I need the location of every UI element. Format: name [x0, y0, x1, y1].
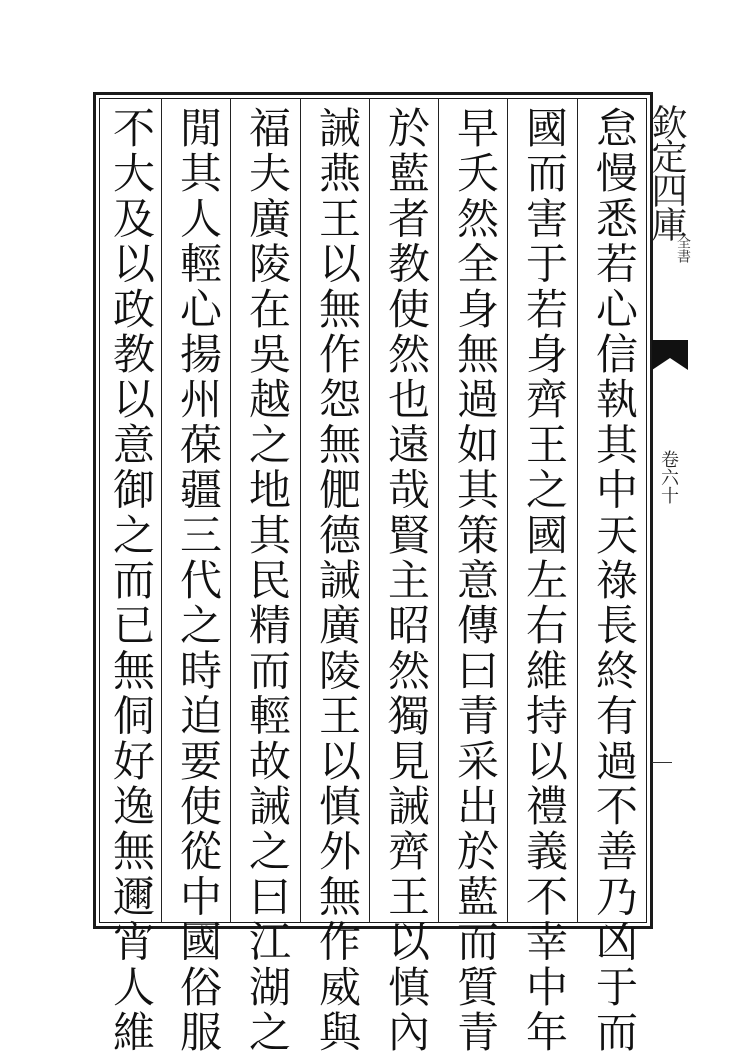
text-column-7: 閒其人輕心揚州葆疆三代之時迫要使從中國俗服 [174, 106, 223, 1055]
fishtail-mark-icon [652, 340, 688, 370]
margin-tick [652, 762, 672, 763]
column-rule [507, 98, 508, 923]
column-rule [438, 98, 439, 923]
margin-title: 欽定四庫 [646, 104, 687, 240]
text-column-1: 怠慢悉若心信執其中天祿長終有過不善乃凶于而 [590, 106, 639, 1055]
text-column-3: 早夭然全身無過如其策意傳曰青采出於藍而質青 [451, 106, 500, 1055]
margin-subtitle: 全書 [675, 235, 691, 263]
text-column-8: 不大及以政教以意御之而已無侗好逸無邇宵人維 [107, 106, 156, 1055]
text-column-5: 誡燕王以無作怨無俷德誡廣陵王以慎外無作威與 [313, 106, 362, 1055]
volume-label: 卷六十 [658, 450, 679, 504]
text-column-4: 於藍者教使然也遠哉賢主昭然獨見誡齊王以慎內 [382, 106, 431, 1055]
column-rule [369, 98, 370, 923]
column-rule [577, 98, 578, 923]
text-column-6: 福夫廣陵在吳越之地其民精而輕故誡之曰江湖之 [243, 106, 292, 1055]
text-column-2: 國而害于若身齊王之國左右維持以禮義不幸中年 [520, 106, 569, 1055]
column-rule [230, 98, 231, 923]
column-rule [161, 98, 162, 923]
column-rule [300, 98, 301, 923]
